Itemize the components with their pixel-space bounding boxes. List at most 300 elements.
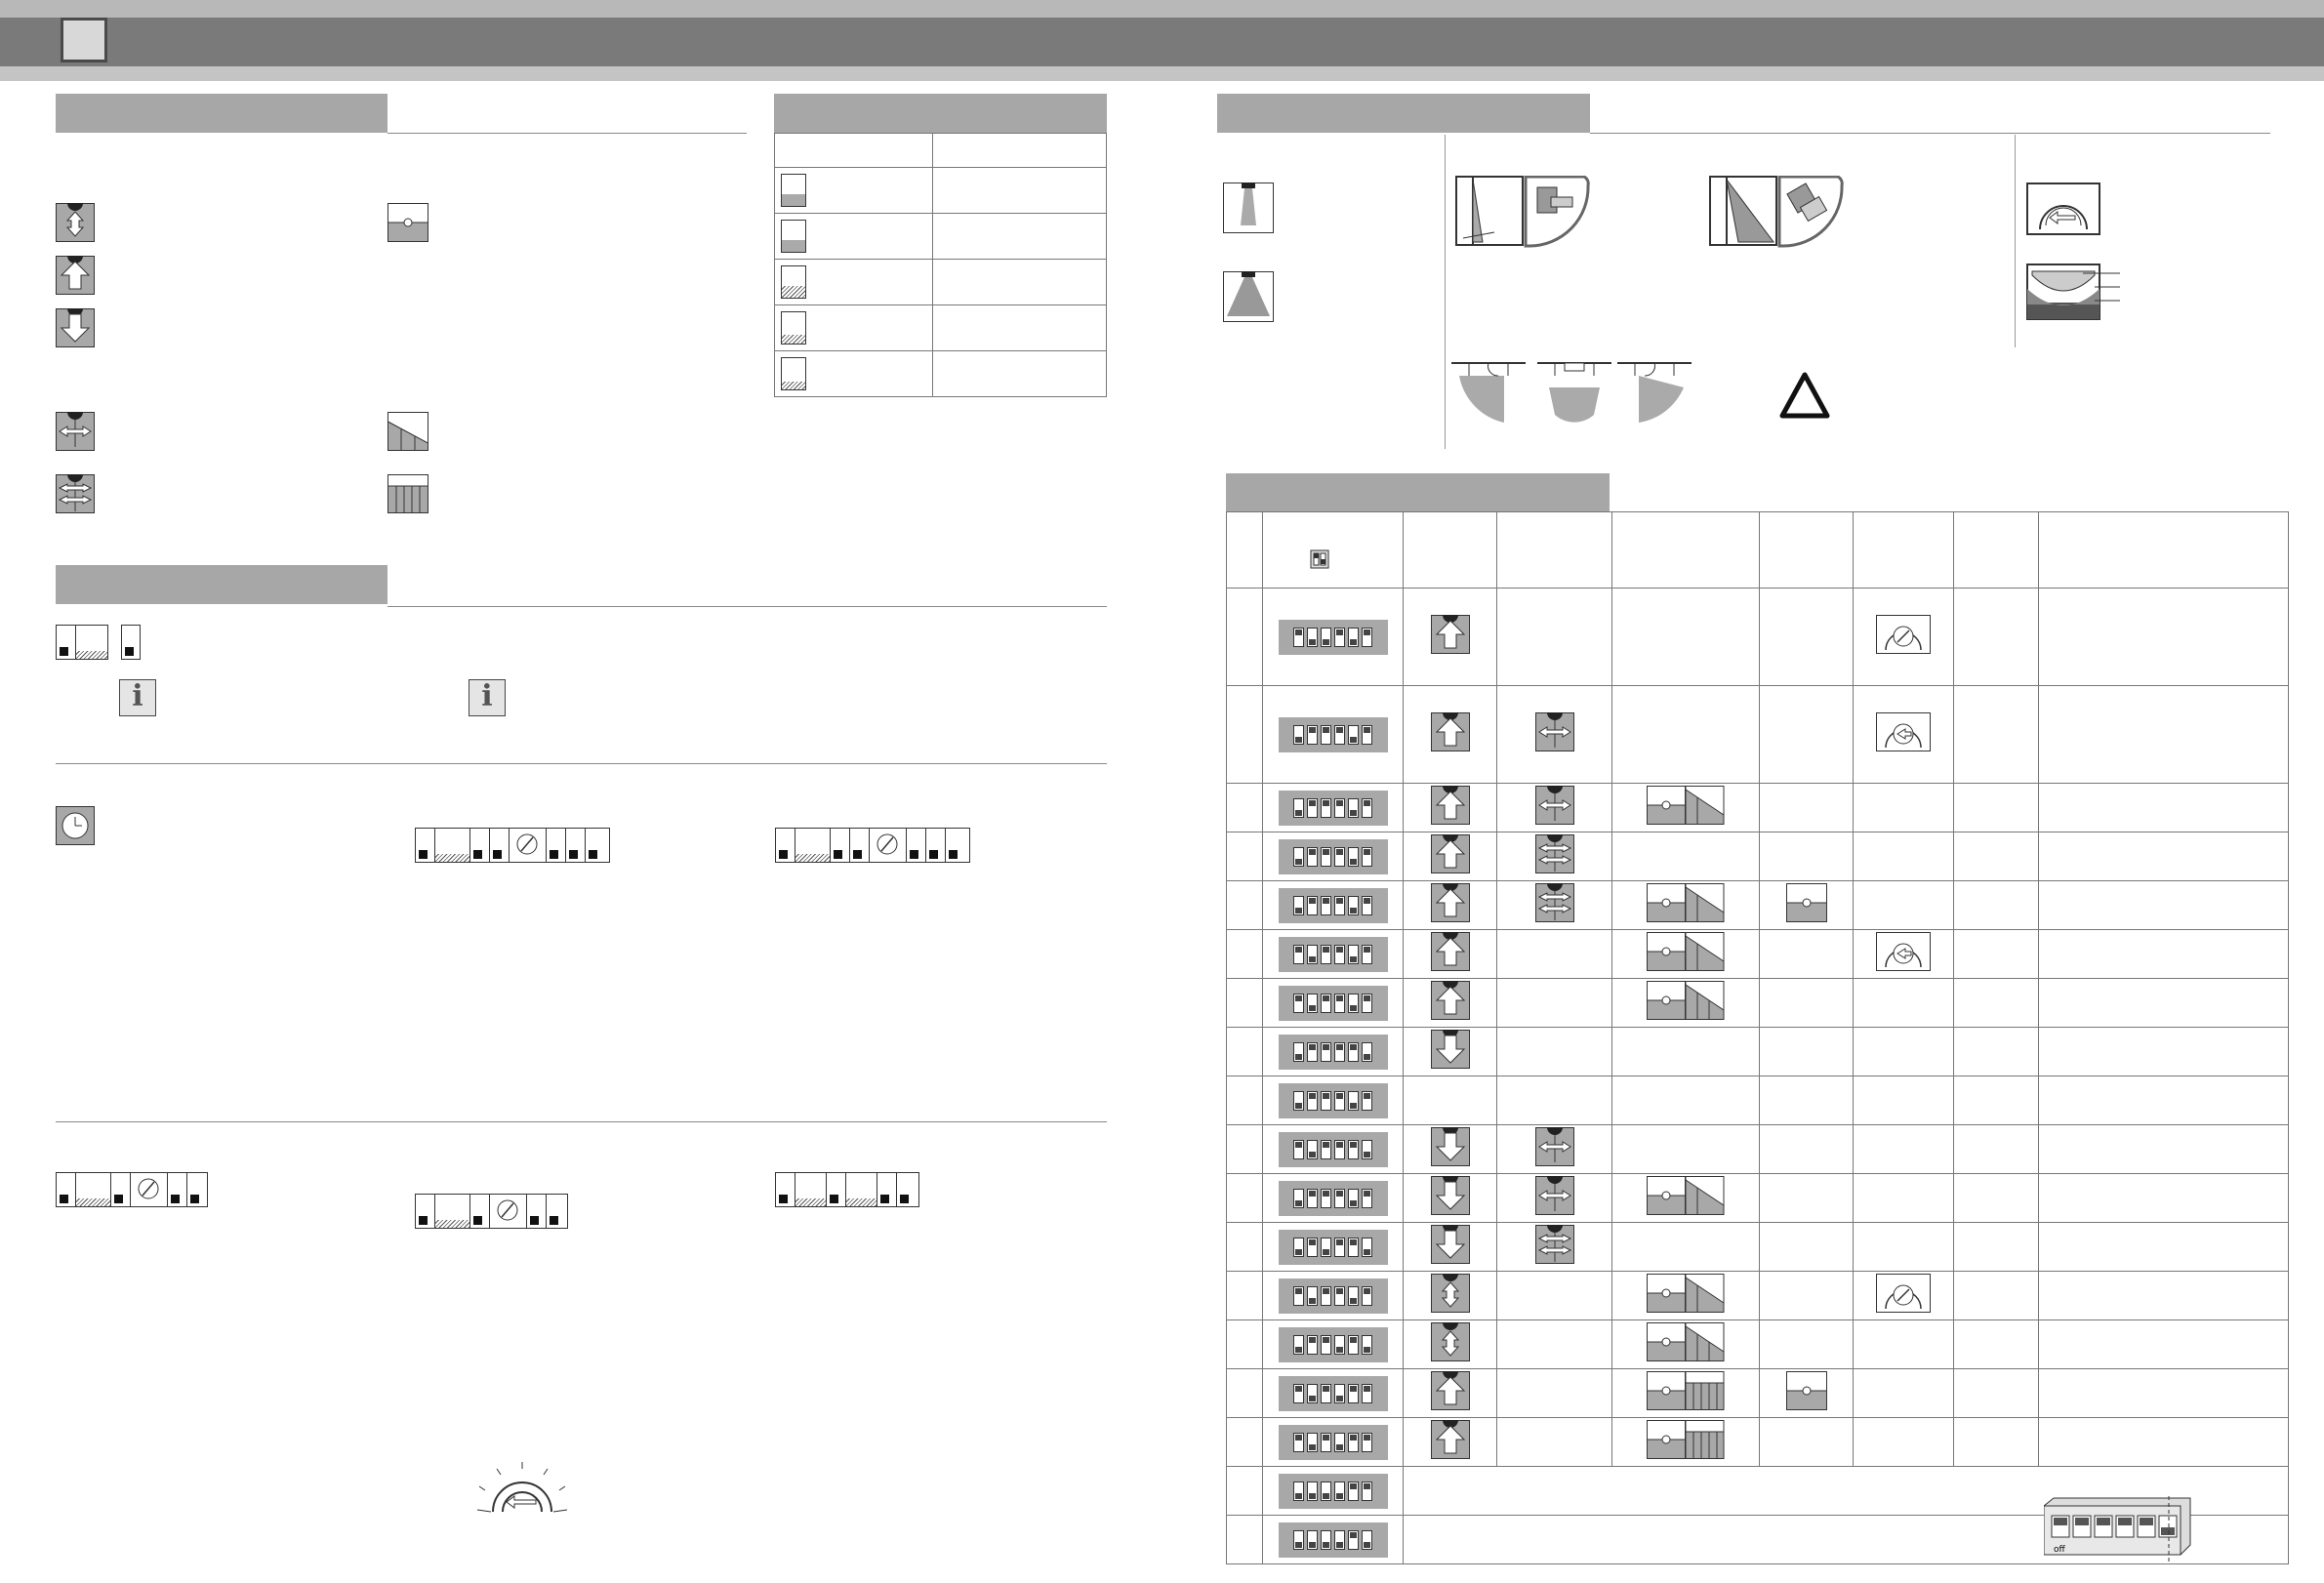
level-slope-icon — [1647, 786, 1725, 830]
dial-icon — [870, 829, 907, 862]
settings-cell — [1227, 1028, 1263, 1076]
strip-cell-hatch — [846, 1173, 877, 1206]
dip-strip-e — [775, 1172, 919, 1207]
settings-cell — [1404, 881, 1497, 930]
up-arrow-icon — [1431, 883, 1470, 927]
dip-switch-setting — [1279, 791, 1388, 826]
settings-cell — [1497, 1028, 1612, 1076]
dip-switch-lever — [1321, 1042, 1331, 1062]
settings-cell — [1612, 930, 1760, 979]
sub-band — [0, 66, 2324, 81]
settings-cell — [1404, 930, 1497, 979]
strip-cell-black — [827, 1173, 846, 1206]
settings-cell — [2039, 1174, 2289, 1223]
settings-cell — [1954, 930, 2039, 979]
dip-switch-setting — [1279, 888, 1388, 923]
dip-switch-lever — [1293, 798, 1304, 818]
settings-cell — [1954, 1320, 2039, 1369]
settings-cell — [1404, 1418, 1497, 1467]
strip-cell-black — [946, 829, 969, 862]
dip-switch-setting — [1279, 1376, 1388, 1411]
header-cell — [2039, 512, 2289, 589]
dip-switch-lever — [1334, 1384, 1345, 1403]
dip-switch-lever — [1334, 1189, 1345, 1208]
settings-cell — [1497, 1125, 1612, 1174]
settings-cell — [2039, 1320, 2289, 1369]
down-arrow-icon — [56, 308, 95, 352]
settings-cell — [1227, 1076, 1263, 1125]
strip-cell-black — [776, 1173, 795, 1206]
settings-cell — [1263, 1272, 1404, 1320]
settings-row — [1227, 1223, 2289, 1272]
settings-row — [1227, 589, 2289, 686]
settings-cell — [2039, 1076, 2289, 1125]
settings-cell — [2039, 1028, 2289, 1076]
legend-cell — [933, 351, 1107, 397]
up-down-arrow-icon — [56, 203, 95, 247]
dip-switch-lever — [1307, 628, 1318, 647]
cross-arrows-icon — [56, 474, 95, 518]
settings-cell — [2039, 1125, 2289, 1174]
dip-switch-setting — [1279, 1327, 1388, 1362]
settings-cell — [1760, 979, 1854, 1028]
legend-row — [775, 168, 933, 214]
dial-icon — [1876, 1274, 1931, 1318]
dip-switch-lever — [1293, 1433, 1304, 1452]
settings-cell — [1497, 1320, 1612, 1369]
dip-switch-lever — [1362, 1189, 1372, 1208]
dip-switch-lever — [1348, 994, 1359, 1013]
strip-cell-black — [111, 1173, 131, 1206]
settings-cell — [1854, 1223, 1954, 1272]
settings-cell — [1227, 881, 1263, 930]
dip-switch-lever — [1362, 1091, 1372, 1111]
settings-cell — [1854, 1076, 1954, 1125]
dip-switch-lever — [1293, 945, 1304, 964]
settings-cell — [1760, 1076, 1854, 1125]
dial-icon — [131, 1173, 168, 1206]
section-rule — [387, 133, 747, 134]
dip-switch-lever — [1348, 847, 1359, 867]
up-arrow-icon — [1431, 932, 1470, 976]
dip-strip-single — [121, 625, 141, 660]
settings-row — [1227, 1076, 2289, 1125]
level-slope-icon — [1647, 1322, 1725, 1366]
settings-cell — [1404, 1223, 1497, 1272]
dip-switch-lever — [1307, 1042, 1318, 1062]
legend-row — [775, 260, 933, 305]
dip-switch-lever — [1348, 725, 1359, 745]
level-slope-icon — [1647, 1274, 1725, 1318]
settings-cell — [1954, 1223, 2039, 1272]
fill-hatch-low-icon — [781, 265, 806, 299]
settings-cell — [1497, 1418, 1612, 1467]
settings-cell — [1227, 589, 1263, 686]
dip-switch-setting — [1279, 1230, 1388, 1265]
up-arrow-icon — [1431, 981, 1470, 1025]
settings-cell — [1760, 686, 1854, 784]
dip-switch-lever — [1362, 896, 1372, 915]
section-header-modes — [56, 94, 387, 133]
dip-switch-lever — [1334, 725, 1345, 745]
settings-cell — [1497, 1174, 1612, 1223]
settings-cell — [1612, 784, 1760, 832]
header-cell — [1227, 512, 1263, 589]
dip-switch-setting — [1279, 1425, 1388, 1460]
dip-switch-lever — [1321, 1530, 1331, 1550]
dip-switch-illustration — [2044, 1496, 2200, 1569]
horizontal-arrows-icon — [1535, 712, 1574, 756]
settings-cell — [2039, 1418, 2289, 1467]
legend-row — [775, 214, 933, 260]
section-header-operation — [56, 565, 387, 604]
strip-cell-black — [490, 829, 510, 862]
settings-row — [1227, 1272, 2289, 1320]
strip-cell-black — [831, 829, 850, 862]
horizontal-arrows-icon — [1535, 1127, 1574, 1171]
dip-switch-lever — [1334, 1140, 1345, 1159]
settings-table-header-row — [1227, 512, 2289, 589]
dip-switch-lever — [1362, 1384, 1372, 1403]
settings-cell — [1760, 1320, 1854, 1369]
settings-cell — [1227, 1223, 1263, 1272]
settings-cell — [1263, 686, 1404, 784]
level-slope-icon — [1647, 1176, 1725, 1220]
legend-row — [775, 305, 933, 351]
dip-switch-lever — [1348, 1335, 1359, 1355]
settings-cell — [1612, 589, 1760, 686]
settings-cell — [1612, 1272, 1760, 1320]
dial-knob-icon — [475, 1461, 569, 1526]
strip-cell-hatch — [76, 1173, 111, 1206]
strip-cell-hatch — [795, 829, 831, 862]
dip-switch-lever — [1348, 1482, 1359, 1501]
level-slope-icon — [1647, 932, 1725, 976]
settings-cell — [2039, 979, 2289, 1028]
settings-cell — [1954, 1076, 2039, 1125]
dip-switch-lever — [1307, 847, 1318, 867]
dip-switch-lever — [1334, 1433, 1345, 1452]
dip-switch-lever — [1321, 1335, 1331, 1355]
dip-switch-lever — [1334, 945, 1345, 964]
dip-switch-lever — [1348, 1384, 1359, 1403]
settings-cell — [1612, 686, 1760, 784]
fill-plain-low-icon — [781, 220, 806, 253]
settings-cell — [1854, 1174, 1954, 1223]
dip-switch-lever — [1348, 798, 1359, 818]
settings-cell — [1760, 589, 1854, 686]
dip-switch-lever — [1307, 725, 1318, 745]
settings-cell — [2039, 1369, 2289, 1418]
dip-switch-setting — [1279, 1474, 1388, 1509]
strip-cell-black — [586, 829, 609, 862]
settings-cell — [1497, 1223, 1612, 1272]
settings-cell — [1854, 1272, 1954, 1320]
dip-switch-lever — [1307, 1238, 1318, 1257]
settings-cell — [1854, 881, 1954, 930]
settings-cell — [1612, 1223, 1760, 1272]
strip-cell-hatch — [76, 626, 107, 659]
settings-cell — [1760, 1223, 1854, 1272]
settings-cell — [1263, 832, 1404, 881]
dip-switch-lever — [1321, 896, 1331, 915]
section-header-settings — [1226, 473, 1610, 512]
settings-cell — [1404, 1028, 1497, 1076]
level-bars-icon — [1647, 1371, 1725, 1415]
level-sensor-icon — [387, 203, 428, 247]
settings-cell — [1497, 832, 1612, 881]
settings-table — [1226, 511, 2289, 1564]
dip-switch-lever — [1293, 847, 1304, 867]
settings-cell — [1954, 1125, 2039, 1174]
horizontal-arrows-icon — [1535, 786, 1574, 830]
dip-switch-lever — [1334, 1482, 1345, 1501]
settings-cell — [1760, 832, 1854, 881]
legend-table — [774, 133, 1107, 397]
level-slope-icon — [1647, 883, 1725, 927]
settings-row — [1227, 881, 2289, 930]
settings-cell — [1227, 1320, 1263, 1369]
settings-cell — [1263, 1467, 1404, 1516]
settings-cell — [1612, 979, 1760, 1028]
legend-cell — [933, 168, 1107, 214]
dial-icon — [510, 829, 547, 862]
settings-cell — [1954, 881, 2039, 930]
page-marker — [61, 18, 107, 62]
section-rule — [387, 606, 1107, 607]
settings-cell — [1404, 1076, 1497, 1125]
dip-switch-lever — [1348, 1238, 1359, 1257]
dip-switch-lever — [1348, 1433, 1359, 1452]
dip-switch-lever — [1362, 1433, 1372, 1452]
dip-switch-lever — [1348, 1530, 1359, 1550]
settings-cell — [1612, 1125, 1760, 1174]
settings-cell — [1854, 979, 1954, 1028]
dip-switch-lever — [1307, 1530, 1318, 1550]
strip-cell-hatch — [435, 829, 470, 862]
dip-switch-lever — [1321, 1140, 1331, 1159]
settings-cell — [1404, 1125, 1497, 1174]
settings-cell — [1760, 1369, 1854, 1418]
settings-cell — [1954, 784, 2039, 832]
settings-cell — [1954, 1028, 2039, 1076]
up-arrow-icon — [1431, 1371, 1470, 1415]
settings-cell — [1497, 589, 1612, 686]
header-cell — [1954, 512, 2039, 589]
dial-sensitivity-icon — [2026, 183, 2100, 240]
dip-switch-lever — [1334, 798, 1345, 818]
settings-cell — [2039, 1272, 2289, 1320]
strip-cell-hatch — [435, 1195, 470, 1228]
dip-switch-setting — [1279, 1083, 1388, 1118]
cross-arrows-icon — [1535, 834, 1574, 878]
settings-cell — [1263, 1369, 1404, 1418]
dip-switch-lever — [1307, 798, 1318, 818]
settings-cell — [1227, 1418, 1263, 1467]
dip-switch-lever — [1334, 1530, 1345, 1550]
dip-switch-lever — [1293, 1482, 1304, 1501]
level-slope-icon — [1647, 981, 1725, 1025]
settings-cell — [1227, 1174, 1263, 1223]
up-arrow-icon — [1431, 712, 1470, 756]
settings-cell — [1760, 881, 1854, 930]
strip-cell-black — [850, 829, 870, 862]
settings-cell — [1612, 881, 1760, 930]
down-arrow-icon — [1431, 1127, 1470, 1171]
header-cell — [1760, 512, 1854, 589]
settings-cell — [1497, 686, 1612, 784]
settings-cell — [1612, 1028, 1760, 1076]
warning-triangle-icon — [1778, 371, 1831, 425]
settings-cell — [1404, 1369, 1497, 1418]
settings-cell — [1612, 1174, 1760, 1223]
dip-switch-lever — [1321, 725, 1331, 745]
strip-cell-black — [187, 1173, 207, 1206]
dial-icon — [1876, 932, 1931, 976]
settings-cell — [1954, 1174, 2039, 1223]
dip-switch-lever — [1321, 1482, 1331, 1501]
settings-cell — [1612, 1369, 1760, 1418]
settings-cell — [1263, 1076, 1404, 1125]
settings-cell — [1497, 1076, 1612, 1125]
dip-switch-lever — [1307, 1433, 1318, 1452]
dip-switch-setting — [1279, 717, 1388, 752]
settings-cell — [1612, 1418, 1760, 1467]
settings-cell — [1227, 832, 1263, 881]
dip-switch-setting — [1279, 1035, 1388, 1070]
dip-switch-lever — [1293, 1286, 1304, 1306]
strip-cell-black — [547, 1195, 567, 1228]
settings-cell — [1404, 686, 1497, 784]
settings-cell — [2039, 930, 2289, 979]
settings-cell — [1263, 1125, 1404, 1174]
cross-arrows-icon — [1535, 883, 1574, 927]
strip-cell-black — [907, 829, 926, 862]
settings-row — [1227, 1320, 2289, 1369]
divider — [56, 763, 1107, 764]
header-cell — [1497, 512, 1612, 589]
cross-arrows-icon — [1535, 1225, 1574, 1269]
up-arrow-icon — [1431, 1420, 1470, 1464]
settings-cell — [1954, 1272, 2039, 1320]
settings-cell — [1227, 1272, 1263, 1320]
settings-cell — [1612, 1320, 1760, 1369]
settings-cell — [1404, 979, 1497, 1028]
strip-cell-black — [776, 829, 795, 862]
dip-switch-setting — [1279, 1132, 1388, 1167]
dip-switch-lever — [1307, 1482, 1318, 1501]
level-sensor-icon — [1786, 1371, 1827, 1415]
dip-switch-lever — [1334, 1042, 1345, 1062]
divider — [56, 1121, 1107, 1122]
dip-switch-lever — [1321, 1286, 1331, 1306]
dip-switch-lever — [1293, 1335, 1304, 1355]
dip-switch-lever — [1362, 1335, 1372, 1355]
settings-cell — [1954, 979, 2039, 1028]
settings-cell — [1263, 1028, 1404, 1076]
dip-switch-lever — [1362, 628, 1372, 647]
dip-switch-lever — [1334, 1238, 1345, 1257]
dip-switch-lever — [1293, 1140, 1304, 1159]
settings-cell — [1263, 1418, 1404, 1467]
dip-switch-lever — [1362, 798, 1372, 818]
dip-switch-setting — [1279, 986, 1388, 1021]
dip-switch-lever — [1321, 1433, 1331, 1452]
settings-cell — [1497, 930, 1612, 979]
up-arrow-icon — [1431, 615, 1470, 659]
dip-switch-lever — [1321, 628, 1331, 647]
settings-cell — [1263, 784, 1404, 832]
settings-cell — [1497, 1272, 1612, 1320]
dip-switch-lever — [1307, 1286, 1318, 1306]
settings-cell — [1404, 1272, 1497, 1320]
dip-switch-setting — [1279, 937, 1388, 972]
dip-switch-lever — [1334, 847, 1345, 867]
dip-switch-lever — [1348, 1189, 1359, 1208]
settings-cell — [1760, 1174, 1854, 1223]
settings-cell — [1954, 686, 2039, 784]
dip-switch-lever — [1307, 994, 1318, 1013]
settings-cell — [1263, 979, 1404, 1028]
dip-switch-lever — [1362, 1238, 1372, 1257]
dip-switch-lever — [1307, 1335, 1318, 1355]
settings-cell — [1854, 1369, 1954, 1418]
strip-cell-black — [168, 1173, 187, 1206]
dip-switch-lever — [1321, 1238, 1331, 1257]
dip-switch-lever — [1307, 1140, 1318, 1159]
detection-zone-left-icon — [1449, 358, 1528, 431]
dip-switch-lever — [1293, 628, 1304, 647]
settings-row — [1227, 686, 2289, 784]
settings-row — [1227, 1369, 2289, 1418]
settings-cell — [1404, 1320, 1497, 1369]
dip-strip-d — [415, 1194, 568, 1229]
legend-cell — [775, 134, 933, 168]
dip-off-label: off — [2054, 1545, 2065, 1555]
settings-cell — [1263, 1223, 1404, 1272]
narrow-cone-icon — [1223, 183, 1274, 238]
settings-cell — [1854, 589, 1954, 686]
settings-cell — [1227, 1516, 1263, 1564]
dip-switch-lever — [1307, 896, 1318, 915]
dip-switch-lever — [1293, 1238, 1304, 1257]
dip-switch-mini-icon — [1310, 546, 1349, 575]
settings-row — [1227, 784, 2289, 832]
mounting-diagram-icon — [1709, 176, 1846, 253]
settings-cell — [1227, 1369, 1263, 1418]
section-header-detection — [1217, 94, 1590, 133]
settings-cell — [1404, 832, 1497, 881]
dip-switch-lever — [1362, 1042, 1372, 1062]
dip-switch-lever — [1348, 1091, 1359, 1111]
dip-switch-lever — [1293, 994, 1304, 1013]
dip-switch-lever — [1348, 1140, 1359, 1159]
settings-cell — [1404, 784, 1497, 832]
detection-zone-right-icon — [1615, 358, 1693, 431]
dip-switch-lever — [1293, 1189, 1304, 1208]
legend-cell — [933, 214, 1107, 260]
clock-icon — [56, 806, 95, 850]
dip-switch-lever — [1362, 1482, 1372, 1501]
dip-switch-lever — [1348, 896, 1359, 915]
wide-cone-icon — [1223, 271, 1274, 327]
header-cell — [1404, 512, 1497, 589]
dip-switch-lever — [1293, 1042, 1304, 1062]
settings-cell — [1263, 881, 1404, 930]
dip-switch-lever — [1321, 1091, 1331, 1111]
settings-cell — [1760, 1125, 1854, 1174]
strip-cell-black — [470, 829, 490, 862]
